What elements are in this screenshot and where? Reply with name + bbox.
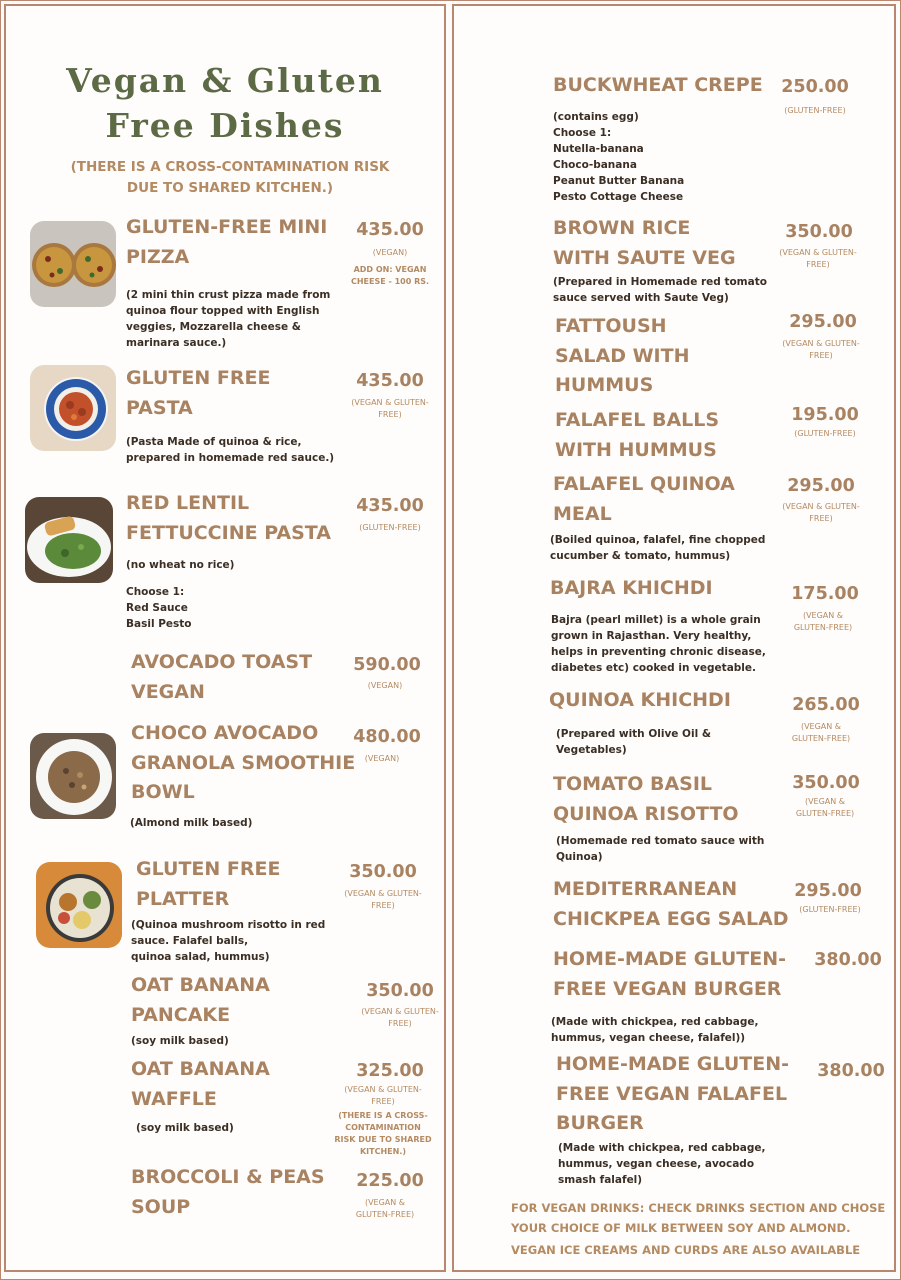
tag-quinoa-khichdi: (VEGAN & GLUTEN-FREE)	[791, 722, 851, 743]
addon-mini-pizza: ADD ON: VEGAN CHEESE - 100 RS.	[350, 265, 430, 286]
dish-name-bajra: BAJRA KHICHDI	[550, 577, 713, 599]
dish-name-gf-pasta: GLUTEN FREE PASTA	[126, 367, 271, 419]
tag-risotto: (VEGAN & GLUTEN-FREE)	[795, 797, 855, 818]
desc-risotto: (Homemade red tomato sauce with Quinoa)	[556, 835, 765, 863]
tag-fattoush: (VEGAN & GLUTEN- FREE)	[782, 339, 860, 360]
warning-oat-waffle: (THERE IS A CROSS- CONTAMINATION RISK DUE TO SHARED KITCHEN.)	[334, 1111, 432, 1156]
tag-brown-rice: (VEGAN & GLUTEN- FREE)	[779, 248, 857, 269]
dish-name-falafel-burger: HOME-MADE GLUTEN- FREE VEGAN FALAFEL BURGER	[556, 1053, 789, 1134]
price-mini-pizza: 435.00	[356, 220, 424, 240]
desc-gf-pasta: (Pasta Made of quinoa & rice, prepared in homemade red sauce.)	[126, 436, 335, 464]
price-brown-rice: 350.00	[785, 222, 853, 242]
tag-oat-waffle: (VEGAN & GLUTEN- FREE)	[344, 1085, 422, 1106]
tag-lentil-pasta: (GLUTEN-FREE)	[359, 523, 421, 532]
price-vegan-burger: 380.00	[814, 950, 882, 970]
desc-quinoa-khichdi: (Prepared with Olive Oil & Vegetables)	[556, 728, 711, 756]
tag-gf-pasta: (VEGAN & GLUTEN- FREE)	[351, 398, 429, 419]
desc-lentil-pasta: (no wheat no rice)	[126, 559, 235, 571]
dish-name-falafel-balls: FALAFEL BALLS WITH HUMMUS	[555, 409, 720, 461]
desc-oat-pancake: (soy milk based)	[131, 1035, 229, 1047]
desc-smoothie-bowl: (Almond milk based)	[130, 817, 253, 829]
price-risotto: 350.00	[792, 773, 860, 793]
price-fattoush: 295.00	[789, 312, 857, 332]
tag-oat-pancake: (VEGAN & GLUTEN- FREE)	[361, 1007, 439, 1028]
cross-contamination-warning: (THERE IS A CROSS-CONTAMINATION RISK DUE TO SHARED KITCHEN.)	[70, 159, 390, 196]
page-title-line1: Vegan & Gluten	[66, 61, 384, 100]
price-gf-pasta: 435.00	[356, 371, 424, 391]
tag-falafel-meal: (VEGAN & GLUTEN- FREE)	[782, 502, 860, 523]
dish-name-broccoli-soup: BROCCOLI & PEAS SOUP	[131, 1166, 325, 1218]
tag-crepe: (GLUTEN-FREE)	[784, 106, 846, 115]
desc-falafel-meal: (Boiled quinoa, falafel, fine chopped cucumber & tomato, hummus)	[550, 534, 766, 562]
dish-name-avocado-toast: AVOCADO TOAST VEGAN	[131, 651, 313, 703]
dish-name-gf-platter: GLUTEN FREE PLATTER	[136, 858, 281, 910]
tag-broccoli-soup: (VEGAN & GLUTEN-FREE)	[355, 1198, 415, 1219]
price-quinoa-khichdi: 265.00	[792, 695, 860, 715]
price-falafel-meal: 295.00	[787, 476, 855, 496]
gf-pasta-photo	[30, 365, 116, 451]
dish-name-quinoa-khichdi: QUINOA KHICHDI	[549, 689, 731, 711]
desc-crepe: (contains egg) Choose 1: Nutella-banana Choco-banana Peanut Butter Banana Pesto Cottage Cheese	[553, 111, 685, 203]
dish-name-mini-pizza: GLUTEN-FREE MINI PIZZA	[126, 216, 328, 268]
price-crepe: 250.00	[781, 77, 849, 97]
fettuccine-photo	[25, 497, 113, 583]
desc-oat-waffle: (soy milk based)	[136, 1122, 234, 1134]
tag-chickpea-salad: (GLUTEN-FREE)	[799, 905, 861, 914]
tag-bajra: (VEGAN & GLUTEN-FREE)	[793, 611, 853, 632]
price-falafel-burger: 380.00	[817, 1061, 885, 1081]
desc-bajra: Bajra (pearl millet) is a whole grain grown in Rajasthan. Very healthy, helps in preventing chronic disease, diabetes etc) cooked in vegetable.	[551, 614, 766, 674]
tag-smoothie-bowl: (VEGAN)	[364, 754, 400, 763]
price-oat-pancake: 350.00	[366, 981, 434, 1001]
footer-note-ice-cream: VEGAN ICE CREAMS AND CURDS ARE ALSO AVAILABLE	[511, 1243, 861, 1257]
price-avocado-toast: 590.00	[353, 655, 421, 675]
desc-brown-rice: (Prepared in Homemade red tomato sauce served with Saute Veg)	[553, 276, 767, 304]
tag-gf-platter: (VEGAN & GLUTEN- FREE)	[344, 889, 422, 910]
price-smoothie-bowl: 480.00	[353, 727, 421, 747]
mini-pizza-photo	[30, 221, 116, 307]
desc-gf-platter: (Quinoa mushroom risotto in red sauce. Falafel balls, quinoa salad, hummus)	[131, 919, 326, 963]
desc-mini-pizza: (2 mini thin crust pizza made from quinoa flour topped with English veggies, Mozzarella cheese & marinara sauce.)	[126, 289, 331, 349]
lentil-pasta-choices: Choose 1: Red Sauce Basil Pesto	[126, 586, 192, 630]
dish-name-fattoush: FATTOUSH SALAD WITH HUMMUS	[555, 315, 690, 396]
dish-name-risotto: TOMATO BASIL QUINOA RISOTTO	[553, 773, 739, 825]
dish-name-vegan-burger: HOME-MADE GLUTEN- FREE VEGAN BURGER	[553, 948, 786, 1000]
price-chickpea-salad: 295.00	[794, 881, 862, 901]
price-bajra: 175.00	[791, 584, 859, 604]
tag-falafel-balls: (GLUTEN-FREE)	[794, 429, 856, 438]
price-broccoli-soup: 225.00	[356, 1171, 424, 1191]
dish-name-falafel-meal: FALAFEL QUINOA MEAL	[553, 473, 735, 525]
dish-name-oat-pancake: OAT BANANA PANCAKE	[131, 974, 270, 1026]
price-falafel-balls: 195.00	[791, 405, 859, 425]
tag-avocado-toast: (VEGAN)	[367, 681, 403, 690]
platter-photo	[36, 862, 122, 948]
tag-mini-pizza: (VEGAN)	[372, 248, 408, 257]
page-title-line2: Free Dishes	[105, 106, 345, 145]
footer-note-drinks: FOR VEGAN DRINKS: CHECK DRINKS SECTION AND CHOSE YOUR CHOICE OF MILK BETWEEN SOY AND ALMOND.	[511, 1201, 886, 1235]
price-gf-platter: 350.00	[349, 862, 417, 882]
price-oat-waffle: 325.00	[356, 1061, 424, 1081]
dish-name-chickpea-salad: MEDITERRANEAN CHICKPEA EGG SALAD	[553, 878, 789, 930]
dish-name-oat-waffle: OAT BANANA WAFFLE	[131, 1058, 270, 1110]
price-lentil-pasta: 435.00	[356, 496, 424, 516]
dish-name-brown-rice: BROWN RICE WITH SAUTE VEG	[553, 217, 736, 269]
desc-vegan-burger: (Made with chickpea, red cabbage, hummus, vegan cheese, falafel))	[551, 1016, 759, 1044]
dish-name-lentil-pasta: RED LENTIL FETTUCCINE PASTA	[126, 492, 331, 544]
desc-falafel-burger: (Made with chickpea, red cabbage, hummus, vegan cheese, avocado smash falafel)	[558, 1142, 766, 1186]
dish-name-crepe: BUCKWHEAT CREPE	[553, 74, 763, 96]
smoothie-bowl-photo	[30, 733, 116, 819]
dish-name-smoothie-bowl: CHOCO AVOCADO GRANOLA SMOOTHIE BOWL	[131, 722, 356, 803]
